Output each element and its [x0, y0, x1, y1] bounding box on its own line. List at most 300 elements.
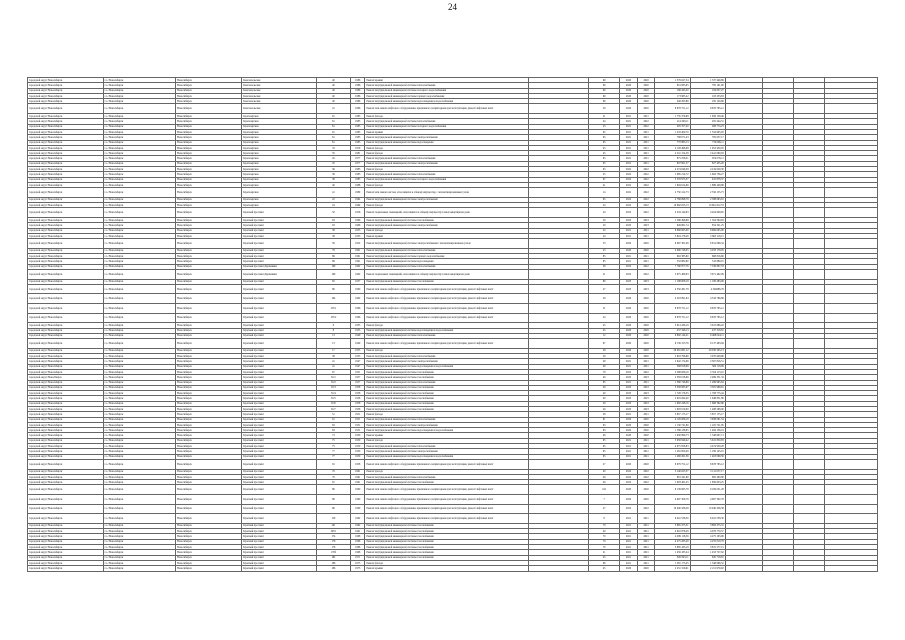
- cell-settlement: г.о. Новосибирск: [103, 228, 175, 233]
- cell-start: 2022: [620, 369, 638, 374]
- cell-year: 1956: [350, 208, 364, 218]
- cell-cost2: 7 536 867,53: [690, 264, 725, 269]
- cell-empty: [794, 566, 825, 571]
- cell-end: 2022: [637, 208, 655, 218]
- cell-city: Новосибирск: [176, 480, 242, 485]
- cell-cost2: 8 678 765,12: [690, 313, 725, 323]
- cell-end: 2020: [637, 248, 655, 253]
- cell-end: 2022: [637, 119, 655, 124]
- cell-start: 2021: [620, 380, 638, 385]
- cell-region: городской округ Новосибирск: [28, 359, 104, 364]
- cell-region: городской округ Новосибирск: [28, 412, 104, 417]
- cell-year: 1958: [350, 385, 364, 390]
- cell-work: Ремонт или замена лифтового оборудования, признанного непригодным для эксплуатации, ремонт лифтовых шахт: [365, 104, 529, 114]
- cell-start: 2023: [620, 391, 638, 396]
- cell-cost2: 874 076,11: [690, 156, 725, 161]
- cell-start: 2022: [620, 264, 638, 269]
- cell-settlement: г.о. Новосибирск: [103, 396, 175, 401]
- cell-cost1: 1 656 899,73: [655, 433, 690, 438]
- cell-street: Красный проспект: [242, 485, 317, 495]
- cell-work: Ремонт внутридомовой инженерной системы газоснабжения: [365, 480, 529, 485]
- cell-area: [529, 339, 589, 349]
- cell-house: 81/6: [316, 401, 350, 406]
- cell-city: Новосибирск: [176, 188, 242, 198]
- cell-work: Ремонт или замена лифтового оборудования, признанного непригодным для эксплуатации, ремонт лифтовых шахт: [365, 514, 529, 524]
- cell-city: Новосибирск: [176, 83, 242, 88]
- cell-area: [529, 269, 589, 279]
- cell-work: Ремонт подвальных помещений, относящихся к общему имуществу в многоквартирном доме: [365, 208, 529, 218]
- cell-year: 1950: [350, 438, 364, 443]
- cell-city: Новосибирск: [176, 428, 242, 433]
- cell-empty: [825, 208, 878, 218]
- cell-cost2: 9 169 031,28: [690, 485, 725, 495]
- cell-work: Ремонт или замена лифтового оборудования, признанного непригодным для эксплуатации, ремонт лифтовых шахт: [365, 495, 529, 505]
- cell-start: 2022: [620, 203, 638, 208]
- cell-region: городской округ Новосибирск: [28, 228, 104, 233]
- cell-street: Красный проспект: [242, 454, 317, 459]
- cell-end: 2020: [637, 323, 655, 328]
- cell-cost2: 437 318,81: [690, 328, 725, 333]
- cell-cost1: 1 381 173,45: [655, 560, 690, 565]
- cell-cost2: 205 244,31: [690, 119, 725, 124]
- cell-start: 2021: [620, 555, 638, 560]
- cell-cost2: 510 880,01: [690, 259, 725, 264]
- cell-settlement: г.о. Новосибирск: [103, 203, 175, 208]
- cell-total: 69: [589, 78, 620, 83]
- cell-end: 2022: [637, 504, 655, 514]
- cell-year: 1949: [350, 333, 364, 338]
- cell-cost2: 1 199 145,01: [690, 449, 725, 454]
- cell-settlement: г.о. Новосибирск: [103, 444, 175, 449]
- cell-year: 1958: [350, 391, 364, 396]
- cell-end: 2022: [637, 172, 655, 177]
- cell-settlement: г.о. Новосибирск: [103, 248, 175, 253]
- cell-empty: [794, 284, 825, 294]
- cell-work: Ремонт подвальных помещений, относящихся к общему имуществу в многоквартирном доме: [365, 269, 529, 279]
- cell-street: Красный проспект: [242, 323, 317, 328]
- cell-year: 1986: [350, 78, 364, 83]
- cell-area: [529, 485, 589, 495]
- cell-settlement: г.о. Новосибирск: [103, 385, 175, 390]
- cell-total: 40: [589, 375, 620, 380]
- cell-total: 48: [589, 433, 620, 438]
- cell-house: 186: [316, 560, 350, 565]
- cell-settlement: г.о. Новосибирск: [103, 78, 175, 83]
- cell-street: Красный проспект: [242, 480, 317, 485]
- cell-house: 61: [316, 417, 350, 422]
- cell-settlement: г.о. Новосибирск: [103, 469, 175, 474]
- cell-work: Ремонт внутридомовой инженерной системы газоснабжения: [365, 529, 529, 534]
- cell-region: городской округ Новосибирск: [28, 560, 104, 565]
- cell-start: 2021: [620, 145, 638, 150]
- cell-region: городской округ Новосibирск: [28, 375, 104, 380]
- table-row: [28, 269, 878, 279]
- cell-street: Красный проспект: [242, 422, 317, 427]
- cell-area: [529, 294, 589, 304]
- cell-settlement: г.о. Новосибирск: [103, 407, 175, 412]
- cell-total: 45: [589, 151, 620, 156]
- cell-city: Новосибирск: [176, 304, 242, 314]
- cell-street: Красноярская: [242, 161, 317, 166]
- cell-work: Ремонт внутридомовой инженерной системы теплоснабжения: [365, 354, 529, 359]
- cell-end: 2020: [637, 93, 655, 98]
- cell-work: Ремонт внутридомовой инженерной системы газоснабжения: [365, 550, 529, 555]
- cell-cost2: 2 354 113,16: [690, 369, 725, 374]
- cell-city: Новосибирск: [176, 545, 242, 550]
- cell-total: 65: [589, 197, 620, 202]
- cell-city: Новосибирск: [176, 233, 242, 238]
- cell-end: 2020: [637, 339, 655, 349]
- cell-area: [529, 566, 589, 571]
- cell-settlement: г.о. Новосибирск: [103, 279, 175, 284]
- cell-empty: [762, 504, 793, 514]
- cell-work: Ремонт или замена лифтового оборудования, признанного непригодным для эксплуатации, ремонт лифтовых шахт: [365, 339, 529, 349]
- cell-city: Новосибирск: [176, 354, 242, 359]
- cell-cost2: 1 708 775,44: [690, 391, 725, 396]
- cell-city: Новосибирск: [176, 145, 242, 150]
- cell-settlement: г.о. Новосибирск: [103, 539, 175, 544]
- cell-work: Ремонт внутридомовой инженерной системы теплоснабжения: [365, 380, 529, 385]
- cell-city: Новосибирск: [176, 523, 242, 528]
- cell-empty: [725, 284, 762, 294]
- cell-start: 2022: [620, 474, 638, 479]
- cell-start: 2020: [620, 313, 638, 323]
- cell-cost1: 5 378 973,37: [655, 177, 690, 182]
- cell-end: 2023: [637, 284, 655, 294]
- cell-start: 2020: [620, 485, 638, 495]
- cell-end: 2022: [637, 469, 655, 474]
- cell-region: городской округ Новосибирск: [28, 188, 104, 198]
- cell-total: 28: [589, 412, 620, 417]
- cell-region: городской округ Новосибирск: [28, 167, 104, 172]
- cell-cost1: 649 861,74: [655, 223, 690, 228]
- cell-city: Новосибирск: [176, 88, 242, 93]
- cell-house: 91: [316, 459, 350, 469]
- cell-start: 2021: [620, 359, 638, 364]
- cell-end: 2021: [637, 454, 655, 459]
- cell-cost2: 3 615 686,02: [690, 323, 725, 328]
- cell-cost1: 3 358 085,97: [655, 385, 690, 390]
- cell-city: Новосибирск: [176, 359, 242, 364]
- cell-end: 2023: [637, 396, 655, 401]
- cell-empty: [762, 208, 793, 218]
- cell-start: 2020: [620, 239, 638, 249]
- cell-house: 8: [316, 328, 350, 333]
- cell-start: 2022: [620, 182, 638, 187]
- cell-work: Ремонт или замена лифтового оборудования, признанного непригодным для эксплуатации, ремонт лифтовых шахт: [365, 304, 529, 314]
- cell-end: 2020: [637, 428, 655, 433]
- table-row: [28, 284, 878, 294]
- cell-total: 44: [589, 119, 620, 124]
- cell-work: Ремонт внутридомовой инженерной системы газоснабжения: [365, 396, 529, 401]
- cell-street: Красноярская: [242, 197, 317, 202]
- cell-settlement: г.о. Новосибирск: [103, 188, 175, 198]
- cell-empty: [725, 313, 762, 323]
- cell-cost1: 10 962 023,13: [655, 203, 690, 208]
- cell-empty: [762, 239, 793, 249]
- cell-cost2: 719 096,11: [690, 140, 725, 145]
- cell-cost1: 568 818,09: [655, 364, 690, 369]
- cell-cost1: 1 380 746,98: [655, 380, 690, 385]
- cell-end: 2020: [637, 459, 655, 469]
- cell-work: Ремонт внутридомовой инженерной системы газоснабжения: [365, 539, 529, 544]
- cell-year: 1951: [350, 369, 364, 374]
- cell-cost2: 4 255 010,79: [690, 539, 725, 544]
- cell-cost1: 2 231 319,61: [655, 566, 690, 571]
- cell-cost2: 163 233,63: [690, 93, 725, 98]
- cell-year: 1966: [350, 223, 364, 228]
- cell-house: 81/5: [316, 396, 350, 401]
- cell-start: 2022: [620, 177, 638, 182]
- cell-year: 1957: [350, 380, 364, 385]
- cell-cost1: 6 882 144,21: [655, 333, 690, 338]
- cell-region: городской округ Новосибирск: [28, 99, 104, 104]
- cell-region: городской округ Новосибирск: [28, 369, 104, 374]
- cell-region: городской округ Новосибирск: [28, 495, 104, 505]
- cell-street: Красный проспект: [242, 239, 317, 249]
- cell-street: Красноярская: [242, 124, 317, 129]
- cell-cost2: 845 718,81: [690, 555, 725, 560]
- cell-street: Красный проспект: [242, 228, 317, 233]
- cell-work: Ремонт внутридомовой инженерной системы газоснабжения: [365, 385, 529, 390]
- cell-end: 2021: [637, 233, 655, 238]
- cell-work: Ремонт внутридомовой инженерной системы газоснабжения: [365, 279, 529, 284]
- cell-cost2: 5 857 175,17: [690, 412, 725, 417]
- cell-work: Ремонт или замена лифтового оборудования, признанного непригодным для эксплуатации, ремонт лифтовых шахт: [365, 294, 529, 304]
- cell-settlement: г.о. Новосибирск: [103, 550, 175, 555]
- cell-city: Новосибирск: [176, 385, 242, 390]
- cell-cost1: 1 379 627,54: [655, 78, 690, 83]
- cell-total: 24: [589, 208, 620, 218]
- cell-empty: [825, 104, 878, 114]
- cell-street: Красный проспект: [242, 385, 317, 390]
- cell-year: 1971: [350, 555, 364, 560]
- cell-empty: [825, 566, 878, 571]
- cell-total: 70: [589, 539, 620, 544]
- cell-empty: [725, 304, 762, 314]
- cell-year: 1986: [350, 99, 364, 104]
- cell-house: 8: [316, 323, 350, 328]
- cell-region: городской округ Новосибирск: [28, 401, 104, 406]
- cell-cost2: 4 346686,78: [690, 284, 725, 294]
- cell-street: Красный проспект: [242, 348, 317, 353]
- cell-empty: [794, 313, 825, 323]
- cell-total: 53: [589, 239, 620, 249]
- cell-start: 2021: [620, 364, 638, 369]
- cell-street: Красноярская: [242, 177, 317, 182]
- cell-region: городской округ Новосибирск: [28, 333, 104, 338]
- table-row: [28, 504, 878, 514]
- cell-work: Ремонт крыши: [365, 233, 529, 238]
- cell-year: 1962: [350, 264, 364, 269]
- cell-end: 2021: [637, 259, 655, 264]
- cell-end: 2020: [637, 495, 655, 505]
- cell-cost2: 2 588 693,91: [690, 197, 725, 202]
- cell-cost2: 9 137 483,84: [690, 339, 725, 349]
- cell-cost2: 4 997 302,78: [690, 495, 725, 505]
- cell-house: 40: [316, 93, 350, 98]
- cell-street: Комсомольская: [242, 88, 317, 93]
- cell-region: городской округ Новосибирск: [28, 259, 104, 264]
- cell-start: 2021: [620, 550, 638, 555]
- table-row: [28, 208, 878, 218]
- cell-settlement: г.о. Новосибирск: [103, 208, 175, 218]
- cell-cost1: 2 019 262,40: [655, 396, 690, 401]
- cell-year: 1968: [350, 545, 364, 550]
- cell-cost1: 1 735 376,98: [655, 114, 690, 119]
- cell-work: Ремонт внутридомовой инженерной системы теплоснабжения: [365, 417, 529, 422]
- cell-start: 2020: [620, 88, 638, 93]
- cell-cost2: 6 812 096,34: [690, 239, 725, 249]
- cell-start: 2022: [620, 469, 638, 474]
- cell-cost2: 1 403 069,56: [690, 454, 725, 459]
- cell-cost2: 1 105 721,85: [690, 422, 725, 427]
- cell-region: городской округ Новосибирск: [28, 223, 104, 228]
- cell-street: Красный проспект: [242, 474, 317, 479]
- cell-total: 24: [589, 203, 620, 208]
- cell-house: 159: [316, 514, 350, 524]
- cell-end: 2021: [637, 449, 655, 454]
- cell-start: 2021: [620, 119, 638, 124]
- cell-area: [529, 304, 589, 314]
- cell-empty: [725, 294, 762, 304]
- cell-region: городской округ Новосибирск: [28, 396, 104, 401]
- cell-settlement: г.о. Новосибирск: [103, 145, 175, 150]
- cell-cost2: 3 381 989,61: [690, 385, 725, 390]
- cell-start: 2022: [620, 167, 638, 172]
- cell-settlement: г.о. Новосибирск: [103, 495, 175, 505]
- cell-cost2: 1 186 483,09: [690, 279, 725, 284]
- cell-cost1: 4 997 309,78: [655, 495, 690, 505]
- cell-region: городской округ Новосибирск: [28, 323, 104, 328]
- cell-house: 81: [316, 480, 350, 485]
- cell-empty: [762, 514, 793, 524]
- cell-end: 2020: [637, 566, 655, 571]
- cell-cost1: 8 678 751,12: [655, 313, 690, 323]
- cell-empty: [762, 188, 793, 198]
- cell-house: 63: [316, 218, 350, 223]
- cell-house: 86: [316, 504, 350, 514]
- cell-city: Новосибирск: [176, 504, 242, 514]
- cell-total: 24: [589, 228, 620, 233]
- cell-work: Ремонт внутридомовой инженерной системы электроснабжения: [365, 161, 529, 166]
- cell-year: 1935: [350, 328, 364, 333]
- cell-total: 69: [589, 83, 620, 88]
- cell-region: городской округ Новосибирск: [28, 182, 104, 187]
- cell-year: 1985: [350, 114, 364, 119]
- cell-house: 178: [316, 545, 350, 550]
- cell-settlement: г.о. Новосибирск: [103, 369, 175, 374]
- cell-year: 1951: [350, 417, 364, 422]
- cell-cost1: 9 139 665,78: [655, 485, 690, 495]
- cell-year: 1950: [350, 449, 364, 454]
- cell-cost1: 532 882,80: [655, 259, 690, 264]
- cell-total: 45: [589, 566, 620, 571]
- cell-street: Красноярская: [242, 145, 317, 150]
- cell-house: 163/1: [316, 529, 350, 534]
- cell-street: Красный проспект: [242, 555, 317, 560]
- cell-year: 1964: [350, 203, 364, 208]
- cell-city: Новосибирск: [176, 254, 242, 259]
- cell-city: Новосибирск: [176, 239, 242, 249]
- cell-cost1: 437 346,13: [655, 328, 690, 333]
- cell-street: Красный проспект: [242, 534, 317, 539]
- cell-year: 1966: [350, 304, 364, 314]
- cell-year: 1960: [350, 284, 364, 294]
- cell-year: 1979: [350, 145, 364, 150]
- cell-work: Ремонт внутридомовой инженерной системы теплоснабжения: [365, 248, 529, 253]
- cell-house: 24: [316, 203, 350, 208]
- cell-settlement: г.о. Новосибирск: [103, 323, 175, 328]
- cell-start: 2021: [620, 545, 638, 550]
- cell-region: городской округ Новосибирск: [28, 264, 104, 269]
- cell-settlement: г.о. Новосибирск: [103, 223, 175, 228]
- cell-year: 1960: [350, 495, 364, 505]
- cell-end: 2021: [637, 135, 655, 140]
- cell-total: 61: [589, 417, 620, 422]
- cell-house: 86: [316, 495, 350, 505]
- cell-total: 79: [589, 369, 620, 374]
- cell-region: городской округ Новосибирск: [28, 151, 104, 156]
- cell-house: 182: [316, 555, 350, 560]
- cell-house: 82: [316, 279, 350, 284]
- cell-year: 1985: [350, 135, 364, 140]
- cell-empty: [825, 284, 878, 294]
- cell-start: 2020: [620, 354, 638, 359]
- table-row: [28, 459, 878, 469]
- cell-street: Красноярская: [242, 129, 317, 134]
- cell-year: 1966: [350, 313, 364, 323]
- cell-settlement: г.о. Новосибирск: [103, 313, 175, 323]
- cell-end: 2022: [637, 264, 655, 269]
- cell-settlement: г.о. Новосибирск: [103, 523, 175, 528]
- cell-street: Красный проспект: [242, 391, 317, 396]
- cell-work: Ремонт внутридомовой инженерной системы теплоснабжения: [365, 444, 529, 449]
- cell-settlement: г.о. Новосибирск: [103, 555, 175, 560]
- cell-year: 1950: [350, 454, 364, 459]
- cell-settlement: г.о. Новосибирск: [103, 259, 175, 264]
- cell-street: Красный проспект: [242, 560, 317, 565]
- cell-total: 65: [589, 449, 620, 454]
- cell-cost2: 1 948 851,80: [690, 396, 725, 401]
- cell-start: 2021: [620, 114, 638, 119]
- cell-empty: [825, 294, 878, 304]
- cell-cost2: 4 275 193,96: [690, 534, 725, 539]
- cell-city: Новосибирск: [176, 550, 242, 555]
- cell-work: Ремонт внутридомовой инженерной системы газоснабжения: [365, 375, 529, 380]
- cell-cost2: 1 488 268,00: [690, 407, 725, 412]
- cell-start: 2021: [620, 124, 638, 129]
- table-row: [28, 566, 878, 571]
- cell-empty: [762, 339, 793, 349]
- cell-city: Новосибирск: [176, 469, 242, 474]
- cell-total: 65: [589, 167, 620, 172]
- cell-start: 2022: [620, 504, 638, 514]
- cell-city: Новосибирск: [176, 412, 242, 417]
- cell-start: 2023: [620, 279, 638, 284]
- cell-start: 2020: [620, 566, 638, 571]
- cell-work: Ремонт фасада: [365, 412, 529, 417]
- cell-house: 13: [316, 333, 350, 338]
- cell-street: Красный проспект: [242, 354, 317, 359]
- cell-total: 21: [589, 114, 620, 119]
- cell-total: 21: [589, 550, 620, 555]
- cell-cost2: 560 118,99: [690, 364, 725, 369]
- cell-work: Ремонт или замена лифтового оборудования, признанного непригодным для эксплуатации, ремонт лифтовых шахт: [365, 504, 529, 514]
- cell-house: 81/3: [316, 385, 350, 390]
- cell-house: 41: [316, 188, 350, 198]
- cell-start: 2022: [620, 197, 638, 202]
